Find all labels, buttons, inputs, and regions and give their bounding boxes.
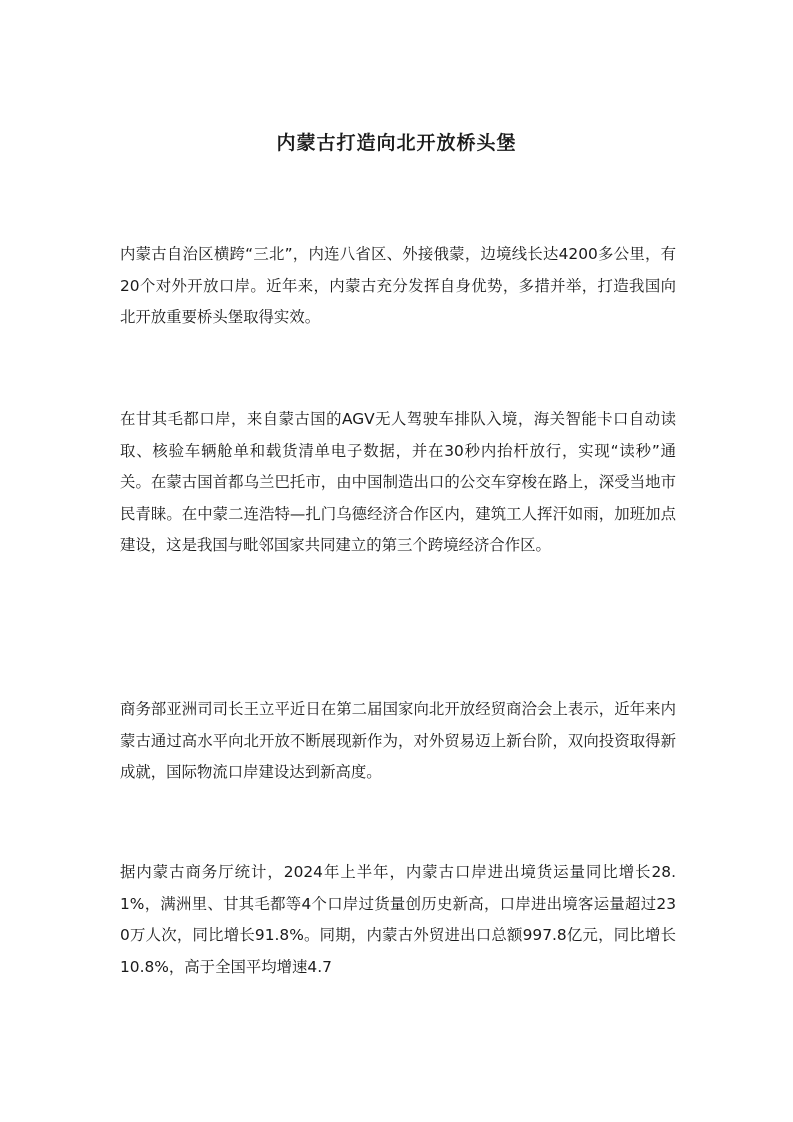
paragraph-3: 商务部亚洲司司长王立平近日在第二届国家向北开放经贸商洽会上表示，近年来内蒙古通过高水平向北开放不断展现新作为，对外贸易迈上新台阶，双向投资取得新成就，国际物流口岸建设达到新高度。 xyxy=(120,700,676,781)
document-title: 内蒙古打造向北开放桥头堡 xyxy=(276,132,517,154)
paragraph-2: 在甘其毛都口岸，来自蒙古国的AGV无人驾驶车排队入境，海关智能卡口自动读取、核验车辆舱单和载货清单电子数据，并在30秒内抬杆放行，实现“读秒”通关。在蒙古国首都乌兰巴托市，由中国制造出口的公交车穿梭在路上，深受当地市民青睐。在中蒙二连浩特—扎门乌德经济合作区内，建筑工人挥汗如雨，加班加点建设，这是我国与毗邻国家共同建立的第三个跨境经济合作区。 xyxy=(120,410,676,554)
paragraph-1: 内蒙古自治区横跨“三北”，内连八省区、外接俄蒙，边境线长达4200多公里，有20个对外开放口岸。近年来，内蒙古充分发挥自身优势，多措并举，打造我国向北开放重要桥头堡取得实效。 xyxy=(120,245,676,326)
paragraph-4: 据内蒙古商务厅统计，2024年上半年，内蒙古口岸进出境货运量同比增长28.1%，满洲里、甘其毛都等4个口岸过货量创历史新高，口岸进出境客运量超过230万人次，同比增长91.8%。同期，内蒙古外贸进出口总额997.8亿元，同比增长10.8%，高于全国平均增速4.7 xyxy=(120,863,676,976)
